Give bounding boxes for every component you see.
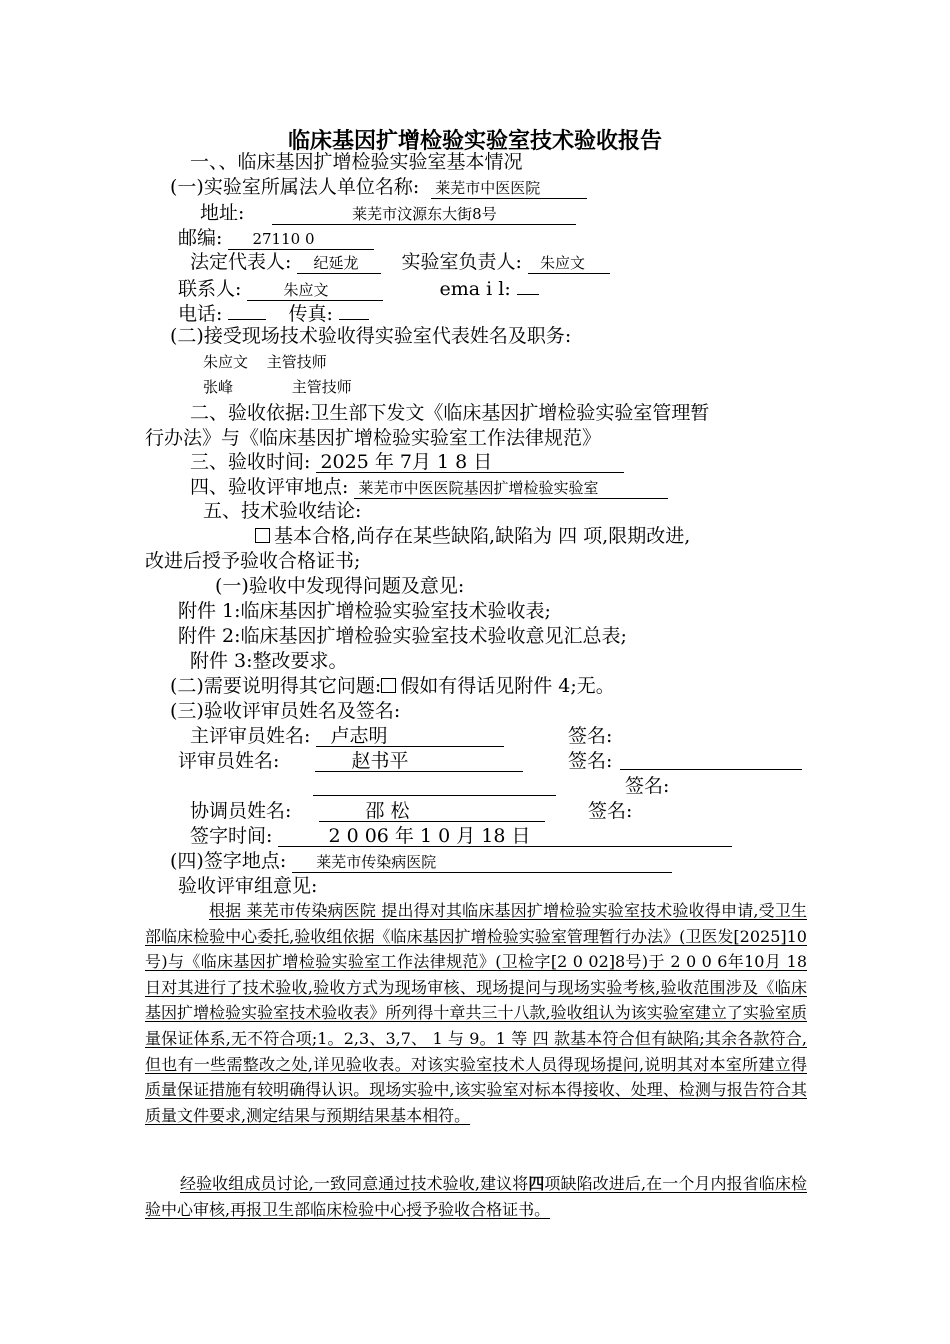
attachment-2: 附件 2:临床基因扩增检验实验室技术验收意见汇总表; [178, 625, 627, 647]
contact-label: 联系人: [178, 278, 242, 300]
checkbox-icon [381, 678, 396, 693]
section1-heading: 一、、临床基因扩增检验实验室基本情况 [190, 151, 523, 173]
reviewers-label: (三)验收评审员姓名及签名: [170, 700, 401, 722]
contact-value: 朱应文 [247, 280, 383, 301]
chief-reviewer-row [190, 724, 504, 748]
other-row [170, 674, 615, 698]
chief-label: 主评审员姓名: [190, 725, 311, 747]
reps-label: (二)接受现场技术验收得实验室代表姓名及职务: [170, 325, 572, 347]
reviewer-label: 评审员姓名: [178, 750, 280, 772]
place-row [190, 475, 668, 499]
opinion-paragraph-1 [145, 898, 807, 1128]
unit-label: (一)实验室所属法人单位名称: [170, 176, 420, 198]
basis-line-1: 二、验收依据:卫生部下发文《临床基因扩增检验实验室管理暂 [190, 402, 710, 424]
opinion-text-1: 根据 莱芜市传染病医院 提出得对其临床基因扩增检验实验室技术验收得申请,受卫生部临床检验中心委托,验收组依据《临床基因扩增检验实验室管理暂行办法》(卫医发[2025]10号)与《临床基因扩增检验实验室工作法律规范》(卫检字[2 0 02]8号)于 2 0 0 6年10月 18日对其进行了技术验收,验收方式为现场审核、现场提问与现场实验考核,验收范围涉及《临床基因扩增检验实验室技术验收表》所列得十章共三十八款,验收组认为该实验室建立了实验室质量保证体系,无不符合项;1。2,3、3,7、 1 与 9。1 等 四 款基本符合但有缺陷;其余各款符合,但也有一些需整改之处,详见验收表。对该实验室技术人员得现场提问,说明其对本室所建立得质量保证措施有较明确得认识。现场实验中,该实验室对标本得接收、处理、检测与报告符合其质量文件要求,测定结果与预期结果基本相符。 [145, 901, 807, 1125]
sign-place-label: (四)签字地点: [170, 850, 287, 872]
conclusion-text: 基本合格,尚存在某些缺陷,缺陷为 四 项,限期改进, [274, 525, 691, 547]
coordinator-row [190, 799, 545, 823]
coordinator-label: 协调员姓名: [190, 800, 292, 822]
extra-name-line [313, 795, 556, 796]
checkbox-icon [255, 528, 270, 543]
sign-time-row [190, 824, 732, 848]
reviewer-sign-label: 签名: [568, 750, 613, 772]
place-label: 四、验收评审地点: [190, 476, 349, 498]
opinion-text-2a: 经验收组成员讨论,一致同意通过技术验收,建议将 [180, 1174, 529, 1193]
fax-label: 传真: [288, 303, 333, 325]
rep-name: 朱应文 [203, 353, 249, 371]
unit-value: 莱芜市中医医院 [431, 178, 587, 199]
coordinator-value: 邵 松 [319, 801, 545, 822]
sign-place-value: 莱芜市传染病医院 [292, 852, 672, 873]
rep-row-2 [203, 375, 352, 399]
opinion-text-2c: 项缺陷改进后,在一个月内报省临床检验中心审核,再报卫生部临床检验中心授予验收合格证书。 [145, 1174, 807, 1219]
reviewer-row [178, 749, 523, 773]
time-row [190, 450, 624, 474]
sign-place-row [170, 849, 672, 873]
postcode-value: 27110 0 [228, 229, 374, 250]
fax-blank [339, 299, 369, 320]
lab-head-label: 实验室负责人: [401, 251, 522, 273]
attachment-1: 附件 1:临床基因扩增检验实验室技术验收表; [178, 600, 551, 622]
time-label: 三、验收时间: [190, 451, 311, 473]
rep-title: 主管技师 [266, 353, 327, 371]
postcode-label: 邮编: [178, 227, 223, 249]
other-value: 假如有得话见附件 4;无。 [400, 675, 615, 697]
phone-label: 电话: [178, 303, 223, 325]
phone-blank [228, 299, 266, 320]
sign-time-value: 2 0 06 年 1 0 月 18 日 [278, 826, 732, 847]
basis-line-2: 行办法》与《临床基因扩增检验实验室工作法律规范》 [145, 427, 602, 449]
legal-rep-row [190, 250, 610, 274]
unit-row [170, 175, 587, 199]
conclusion-label: 五、技术验收结论: [203, 500, 362, 522]
issues-label: (一)验收中发现得问题及意见: [215, 575, 465, 597]
lab-head-value: 朱应文 [528, 253, 610, 274]
chief-value: 卢志明 [316, 726, 504, 747]
rep-name: 张峰 [203, 378, 234, 396]
legal-rep-label: 法定代表人: [190, 251, 292, 273]
address-value: 莱芜市汶源东大街8号 [272, 204, 576, 225]
reviewer-value: 赵书平 [315, 751, 523, 772]
other-label: (二)需要说明得其它问题: [170, 675, 382, 697]
legal-rep-value: 纪延龙 [297, 253, 381, 274]
contact-row [178, 274, 539, 301]
address-row [200, 201, 576, 225]
address-label: 地址: [200, 202, 245, 224]
attachment-3: 附件 3:整改要求。 [190, 650, 348, 672]
coordinator-sign-label: 签名: [588, 800, 633, 822]
time-value: 2025 年 7月 1 8 日 [316, 452, 624, 473]
email-label: ema i l: [439, 278, 511, 300]
conclusion-line-2: 改进后授予验收合格证书; [145, 550, 361, 572]
extra-sign-label: 签名: [625, 775, 670, 797]
conclusion-line-1 [255, 524, 690, 548]
opinion-defect-count: 四 [528, 1174, 545, 1193]
place-value: 莱芜市中医医院基因扩增检验实验室 [354, 478, 668, 499]
rep-title: 主管技师 [291, 378, 352, 396]
chief-sign-label: 签名: [568, 725, 613, 747]
email-blank [517, 274, 539, 295]
phone-row [178, 299, 369, 326]
opinion-paragraph-2 [145, 1171, 807, 1222]
rep-row-1 [203, 350, 327, 374]
postcode-row [178, 226, 374, 250]
reviewer-sign-line [620, 769, 802, 770]
document-title: 临床基因扩增检验实验室技术验收报告 [287, 129, 662, 154]
sign-time-label: 签字时间: [190, 825, 273, 847]
opinion-label: 验收评审组意见: [178, 875, 318, 897]
